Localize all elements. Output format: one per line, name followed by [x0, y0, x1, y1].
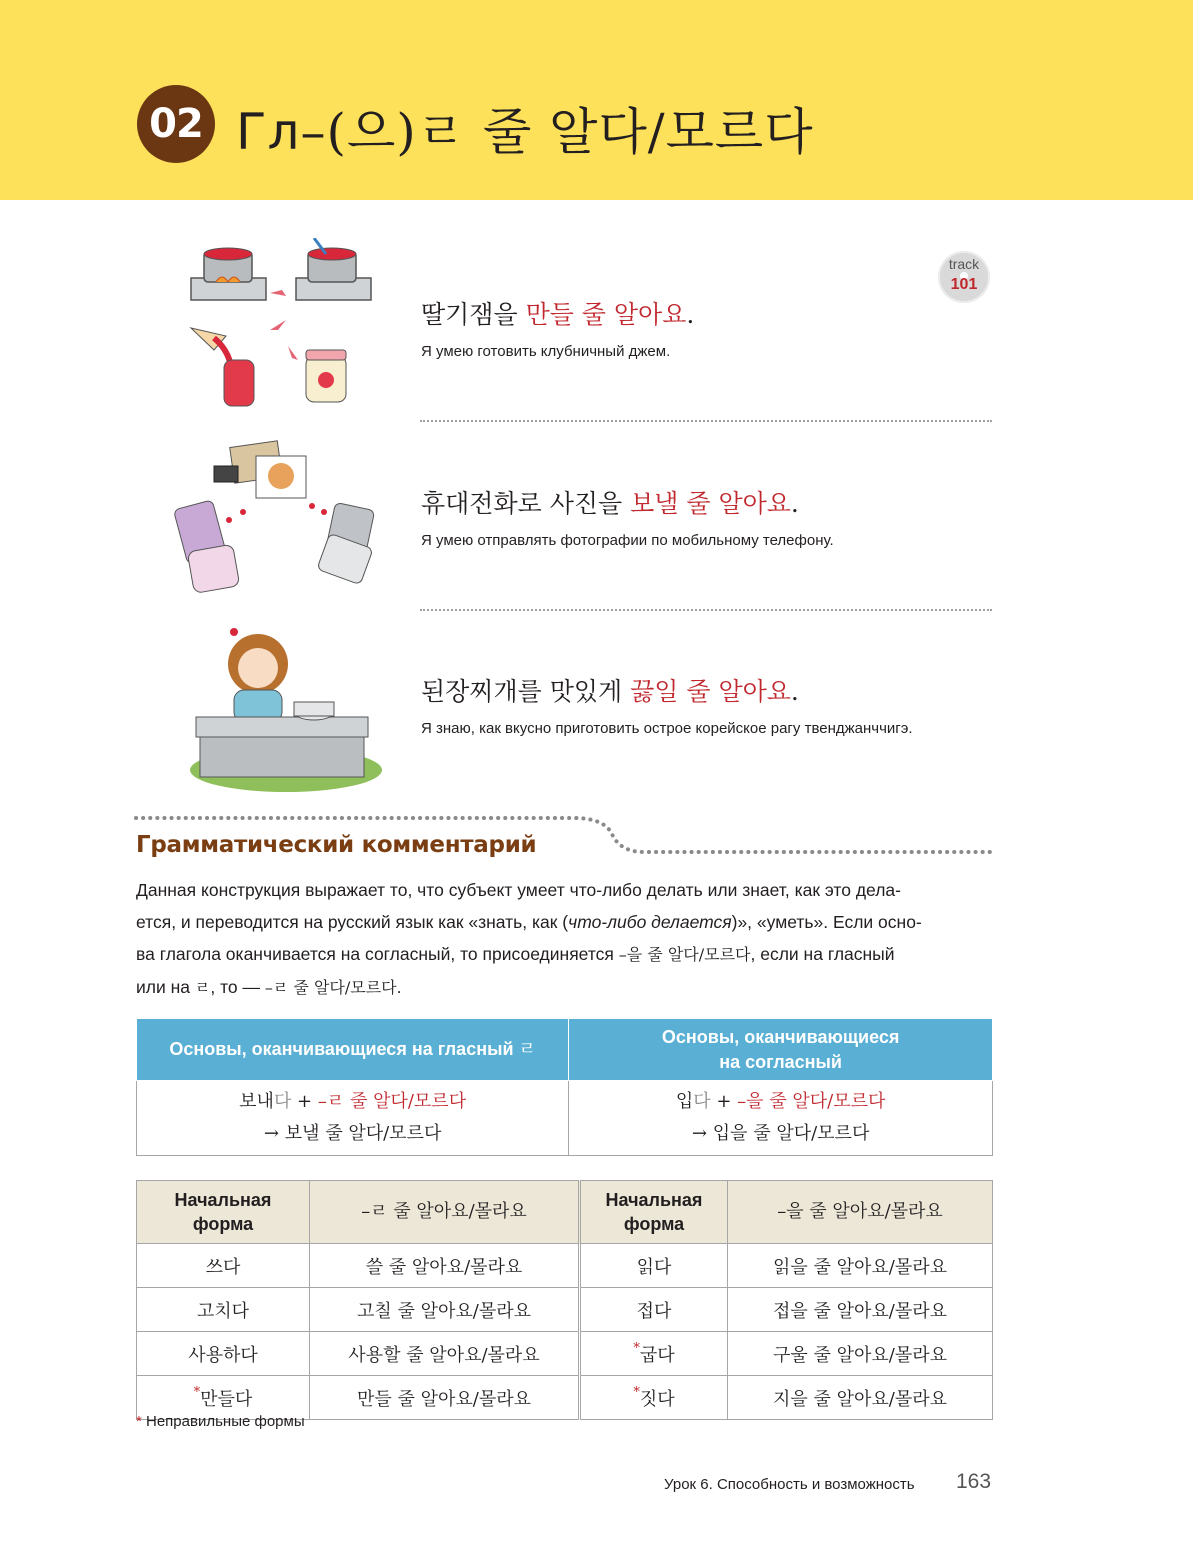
header-line: Основы, оканчивающиеся	[661, 1026, 900, 1047]
grammar-paragraph	[136, 874, 996, 1004]
irregular-marker: *	[633, 1384, 640, 1400]
verb-cell: 접다	[580, 1288, 728, 1332]
title-pattern: –(으)ㄹ 줄 알다/모르다	[300, 103, 814, 161]
irregular-marker: *	[633, 1340, 640, 1356]
para-korean: –ㄹ 줄 알다/모르다	[264, 978, 397, 997]
example-korean	[421, 672, 913, 708]
para-text: .	[396, 977, 402, 997]
conjugation-rule-table	[136, 1018, 993, 1156]
header-initial-form	[137, 1181, 310, 1244]
track-label: track	[948, 256, 980, 272]
section-number-badge: 02	[137, 85, 215, 163]
dotted-divider	[420, 609, 992, 611]
header-korean: ㄹ	[518, 1039, 536, 1060]
para-korean: ㄹ	[194, 978, 211, 997]
example-punct: .	[686, 300, 695, 329]
grammar-heading: Грамматический комментарий	[136, 832, 537, 858]
form-cell: 읽을 줄 알아요/몰라요	[728, 1244, 993, 1288]
header-text: Основы, оканчивающиеся на гласный	[169, 1039, 519, 1059]
example-highlight: 끓일 줄 알아요	[630, 677, 791, 706]
rule-line	[138, 1086, 567, 1118]
table-row	[137, 1288, 993, 1332]
para-text: ва глагола оканчивается на согласный, то присоединяется	[136, 944, 619, 964]
example-text: 휴대전화로 사진을	[421, 489, 631, 518]
table-header-row	[137, 1181, 993, 1244]
rule-line	[570, 1086, 991, 1118]
page-title	[236, 92, 814, 164]
form-cell: 구울 줄 알아요/몰라요	[728, 1332, 993, 1376]
para-line	[136, 906, 996, 938]
stew-cooking-illustration	[186, 622, 386, 794]
header-line: Начальная	[174, 1190, 272, 1210]
header-line: на согласный	[719, 1051, 842, 1072]
verb-cell: 쓰다	[137, 1244, 310, 1288]
para-line	[136, 874, 996, 906]
header-l-form: –ㄹ 줄 알아요/몰라요	[310, 1181, 580, 1244]
example-text: 딸기잼을	[421, 300, 526, 329]
example-translation: Я умею готовить клубничный джем.	[421, 343, 671, 360]
track-number: 101	[950, 276, 978, 293]
para-text: или на	[136, 977, 195, 997]
rule-cell-consonant	[569, 1081, 993, 1156]
example-translation: Я знаю, как вкусно приготовить острое корейское рагу твенджанччигэ.	[421, 720, 913, 737]
verb-text: 만들다	[200, 1388, 253, 1410]
header-line: форма	[192, 1214, 254, 1234]
example-punct: .	[790, 677, 799, 706]
example-1	[421, 295, 694, 360]
rule-result: → 입을 줄 알다/모르다	[691, 1123, 870, 1144]
rule-cell-vowel	[137, 1081, 569, 1156]
para-text: , если на гласный	[750, 944, 895, 964]
table-row	[137, 1081, 993, 1156]
verb-cell: 읽다	[580, 1244, 728, 1288]
table-row	[137, 1244, 993, 1288]
form-cell: 쓸 줄 알아요/몰라요	[310, 1244, 580, 1288]
footnote-text: Неправильные формы	[141, 1413, 305, 1430]
header-vowel-stems	[137, 1019, 569, 1081]
phones-illustration	[172, 436, 392, 596]
example-2	[421, 484, 834, 549]
audio-track-badge[interactable]	[938, 251, 990, 303]
plus: +	[291, 1091, 318, 1112]
para-text: , то —	[210, 977, 265, 997]
para-line	[136, 971, 996, 1004]
stem: 보내	[239, 1091, 274, 1112]
form-cell: 만들 줄 알아요/몰라요	[310, 1376, 580, 1420]
example-3	[421, 672, 913, 737]
para-text: )», «уметь». Если осно-	[731, 912, 922, 932]
verb-cell: 고치다	[137, 1288, 310, 1332]
stem: 입	[675, 1091, 694, 1112]
para-korean: –을 줄 알다/모르다	[618, 945, 751, 964]
verb-cell: 사용하다	[137, 1332, 310, 1376]
header-line: Начальная	[605, 1190, 703, 1210]
title-prefix: Гл	[236, 103, 301, 161]
verb-cell	[580, 1332, 728, 1376]
example-korean	[421, 484, 834, 520]
plus: +	[710, 1091, 738, 1112]
suffix: –ㄹ 줄 알다/모르다	[317, 1091, 467, 1112]
verb-text: 굽다	[639, 1344, 675, 1366]
rule-result: → 보낼 줄 알다/모르다	[263, 1123, 442, 1144]
jam-cooking-illustration	[186, 238, 376, 418]
verb-cell	[580, 1376, 728, 1420]
para-italic: что-либо делается	[568, 912, 732, 932]
para-line	[136, 938, 996, 971]
verb-text: 짓다	[639, 1388, 675, 1410]
example-korean	[421, 295, 694, 331]
header-line: форма	[623, 1214, 685, 1234]
header-consonant-stems	[569, 1019, 993, 1081]
footnote	[136, 1413, 305, 1430]
examples-table	[136, 1180, 993, 1420]
header-eul-form: –을 줄 알아요/몰라요	[728, 1181, 993, 1244]
irregular-marker: *	[193, 1384, 201, 1400]
stem-ending: 다	[693, 1091, 711, 1112]
footer-lesson-title: Урок 6. Способность и возможность	[664, 1476, 915, 1493]
table-header-row	[137, 1019, 993, 1081]
footnote-marker: *	[136, 1413, 142, 1430]
stem-ending: 다	[273, 1091, 292, 1112]
dotted-divider	[420, 420, 992, 422]
form-cell: 사용할 줄 알아요/몰라요	[310, 1332, 580, 1376]
example-translation: Я умею отправлять фотографии по мобильному телефону.	[421, 532, 834, 549]
table-row	[137, 1332, 993, 1376]
form-cell: 지을 줄 알아요/몰라요	[728, 1376, 993, 1420]
para-text: ется, и переводится на русский язык как «знать, как (	[136, 912, 569, 932]
example-punct: .	[790, 489, 799, 518]
example-highlight: 보낼 줄 알아요	[630, 489, 791, 518]
example-highlight: 만들 줄 알아요	[525, 300, 687, 329]
para-text: Данная конструкция выражает то, что субъект умеет что-либо делать или знает, как это дела-	[136, 880, 901, 900]
form-cell: 접을 줄 알아요/몰라요	[728, 1288, 993, 1332]
page-number: 163	[956, 1470, 992, 1493]
suffix: –을 줄 알다/모르다	[737, 1091, 886, 1112]
example-text: 된장찌개를 맛있게	[421, 677, 631, 706]
header-initial-form	[580, 1181, 728, 1244]
form-cell: 고칠 줄 알아요/몰라요	[310, 1288, 580, 1332]
